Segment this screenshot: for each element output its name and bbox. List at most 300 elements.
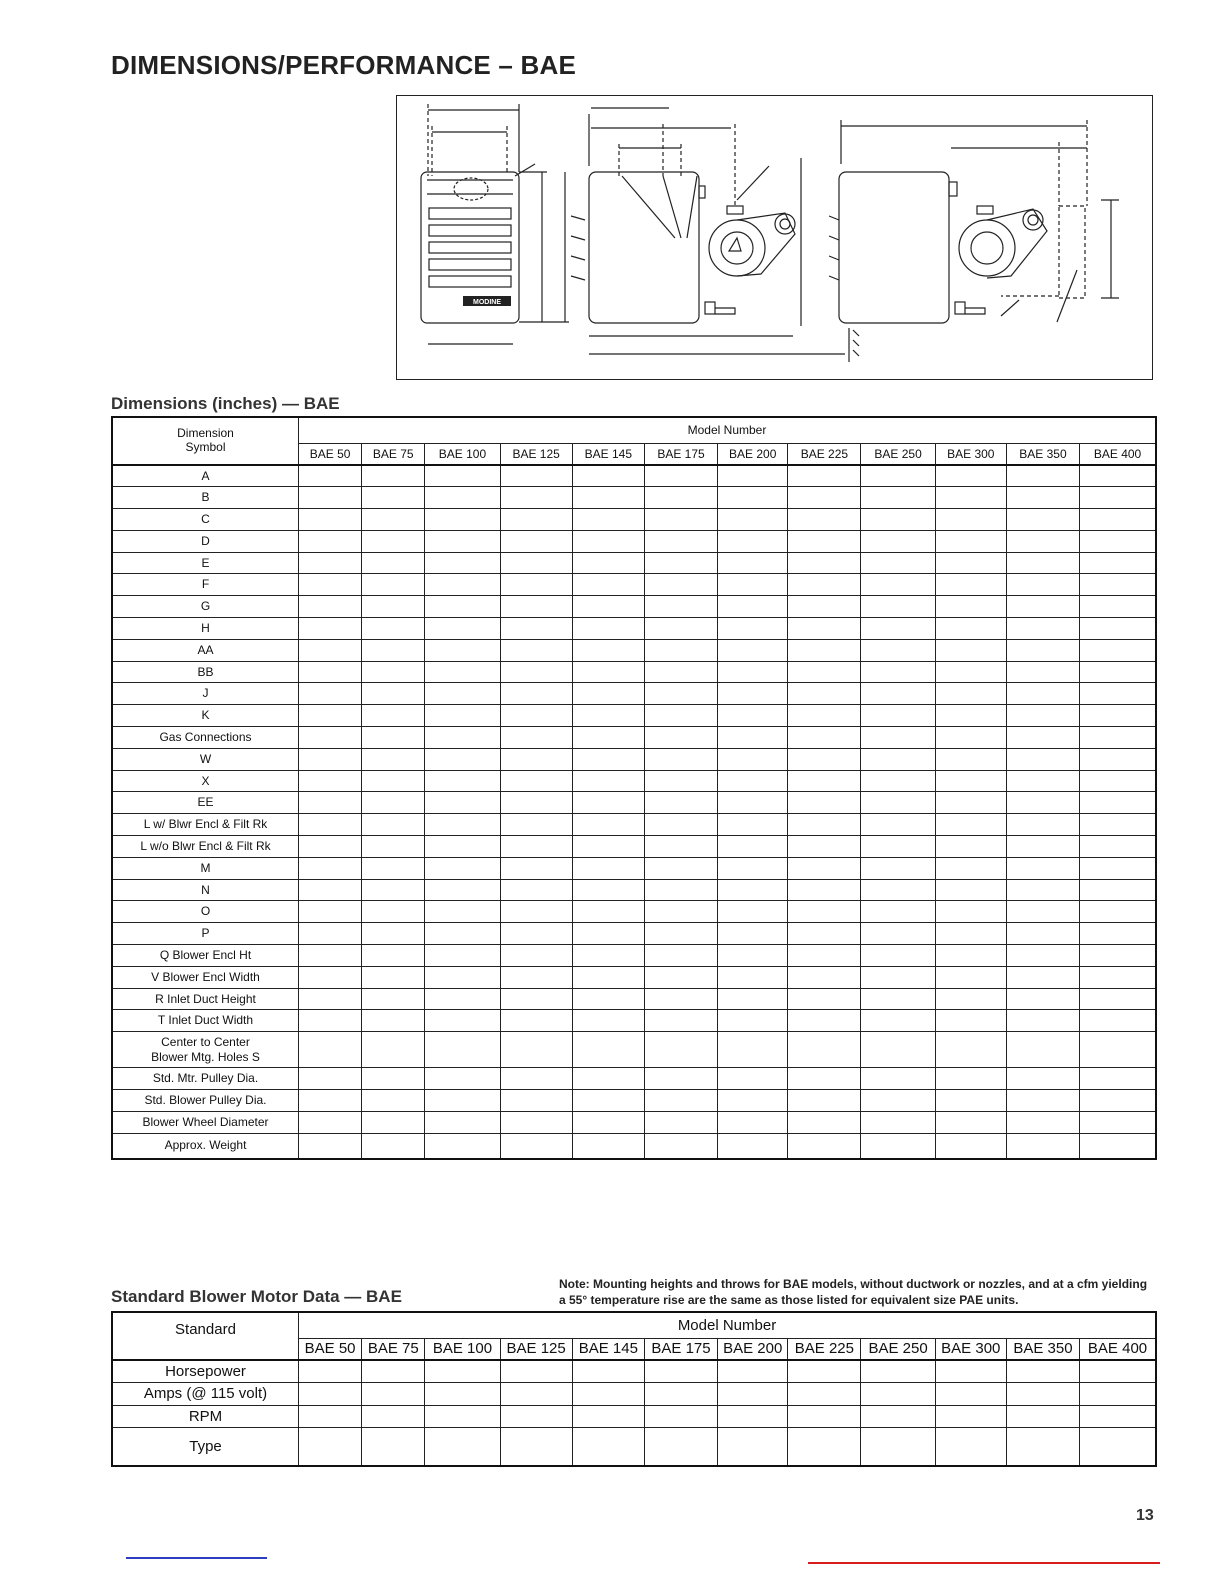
value-cell bbox=[425, 901, 500, 923]
value-cell bbox=[861, 792, 935, 814]
value-cell bbox=[299, 661, 362, 683]
value-cell bbox=[644, 683, 717, 705]
value-cell bbox=[362, 923, 425, 945]
value-cell bbox=[718, 683, 788, 705]
value-cell bbox=[572, 1360, 644, 1383]
value-cell bbox=[425, 639, 500, 661]
value-cell bbox=[500, 836, 572, 858]
value-cell bbox=[1080, 748, 1156, 770]
value-cell bbox=[935, 705, 1006, 727]
row-label-cell: Q Blower Encl Ht bbox=[112, 945, 299, 967]
value-cell bbox=[500, 1032, 572, 1068]
value-cell bbox=[718, 1133, 788, 1159]
value-cell bbox=[362, 966, 425, 988]
rear-view-cabinet bbox=[839, 172, 949, 323]
model-header-cell: BAE 145 bbox=[572, 443, 644, 465]
value-cell bbox=[425, 1133, 500, 1159]
value-cell bbox=[644, 639, 717, 661]
model-header-cell: BAE 200 bbox=[718, 443, 788, 465]
value-cell bbox=[718, 966, 788, 988]
value-cell bbox=[500, 923, 572, 945]
value-cell bbox=[935, 988, 1006, 1010]
value-cell bbox=[425, 574, 500, 596]
value-cell bbox=[572, 596, 644, 618]
value-cell bbox=[1006, 530, 1079, 552]
value-cell bbox=[1080, 683, 1156, 705]
header-cell-symbol: Standard bbox=[112, 1312, 299, 1360]
value-cell bbox=[572, 552, 644, 574]
value-cell bbox=[861, 814, 935, 836]
table-row bbox=[112, 1405, 1156, 1428]
value-cell bbox=[718, 814, 788, 836]
value-cell bbox=[935, 530, 1006, 552]
value-cell bbox=[644, 1111, 717, 1133]
value-cell bbox=[788, 530, 861, 552]
value-cell bbox=[425, 509, 500, 531]
table-row bbox=[112, 1111, 1156, 1133]
value-cell bbox=[362, 727, 425, 749]
value-cell bbox=[500, 748, 572, 770]
value-cell bbox=[425, 748, 500, 770]
value-cell bbox=[788, 574, 861, 596]
value-cell bbox=[362, 770, 425, 792]
value-cell bbox=[362, 1428, 425, 1466]
value-cell bbox=[425, 487, 500, 509]
value-cell bbox=[788, 727, 861, 749]
value-cell bbox=[788, 705, 861, 727]
value-cell bbox=[861, 923, 935, 945]
row-label-cell: M bbox=[112, 857, 299, 879]
table-row bbox=[112, 966, 1156, 988]
value-cell bbox=[299, 1111, 362, 1133]
value-cell bbox=[572, 1032, 644, 1068]
value-cell bbox=[644, 1405, 717, 1428]
value-cell bbox=[362, 596, 425, 618]
value-cell bbox=[500, 966, 572, 988]
value-cell bbox=[788, 509, 861, 531]
row-label-cell: N bbox=[112, 879, 299, 901]
value-cell bbox=[861, 879, 935, 901]
value-cell bbox=[1080, 901, 1156, 923]
value-cell bbox=[861, 1360, 935, 1383]
value-cell bbox=[362, 945, 425, 967]
row-label-cell: C bbox=[112, 509, 299, 531]
value-cell bbox=[1080, 836, 1156, 858]
value-cell bbox=[788, 792, 861, 814]
value-cell bbox=[788, 661, 861, 683]
value-cell bbox=[861, 901, 935, 923]
value-cell bbox=[644, 945, 717, 967]
value-cell bbox=[299, 748, 362, 770]
value-cell bbox=[425, 792, 500, 814]
value-cell bbox=[362, 574, 425, 596]
value-cell bbox=[425, 618, 500, 640]
value-cell bbox=[572, 879, 644, 901]
value-cell bbox=[500, 596, 572, 618]
value-cell bbox=[861, 966, 935, 988]
table-row bbox=[112, 509, 1156, 531]
value-cell bbox=[1006, 705, 1079, 727]
value-cell bbox=[644, 1010, 717, 1032]
table-row bbox=[112, 901, 1156, 923]
value-cell bbox=[861, 1068, 935, 1090]
value-cell bbox=[935, 1428, 1006, 1466]
value-cell bbox=[788, 1133, 861, 1159]
value-cell bbox=[935, 487, 1006, 509]
table-row bbox=[112, 487, 1156, 509]
row-label-cell: O bbox=[112, 901, 299, 923]
value-cell bbox=[500, 901, 572, 923]
model-header-cell: BAE 300 bbox=[935, 443, 1006, 465]
row-label-cell: B bbox=[112, 487, 299, 509]
value-cell bbox=[299, 727, 362, 749]
value-cell bbox=[935, 923, 1006, 945]
value-cell bbox=[500, 487, 572, 509]
value-cell bbox=[572, 530, 644, 552]
row-label-cell: V Blower Encl Width bbox=[112, 966, 299, 988]
value-cell bbox=[644, 879, 717, 901]
table-row bbox=[112, 661, 1156, 683]
value-cell bbox=[644, 618, 717, 640]
value-cell bbox=[572, 661, 644, 683]
value-cell bbox=[572, 1010, 644, 1032]
diagram-drawing bbox=[397, 96, 1154, 381]
header-model-number: Model Number bbox=[299, 1312, 1157, 1338]
value-cell bbox=[788, 1032, 861, 1068]
value-cell bbox=[718, 1360, 788, 1383]
value-cell bbox=[1006, 1360, 1079, 1383]
value-cell bbox=[425, 945, 500, 967]
value-cell bbox=[425, 988, 500, 1010]
value-cell bbox=[861, 574, 935, 596]
value-cell bbox=[1080, 879, 1156, 901]
value-cell bbox=[644, 596, 717, 618]
value-cell bbox=[299, 1032, 362, 1068]
value-cell bbox=[1006, 661, 1079, 683]
value-cell bbox=[572, 901, 644, 923]
value-cell bbox=[718, 552, 788, 574]
value-cell bbox=[1006, 1405, 1079, 1428]
value-cell bbox=[362, 1383, 425, 1406]
value-cell bbox=[299, 465, 362, 487]
value-cell bbox=[1006, 814, 1079, 836]
value-cell bbox=[788, 748, 861, 770]
value-cell bbox=[935, 1111, 1006, 1133]
value-cell bbox=[1006, 1133, 1079, 1159]
value-cell bbox=[1006, 1428, 1079, 1466]
value-cell bbox=[644, 1383, 717, 1406]
value-cell bbox=[572, 1068, 644, 1090]
value-cell bbox=[861, 988, 935, 1010]
value-cell bbox=[935, 857, 1006, 879]
value-cell bbox=[935, 1360, 1006, 1383]
value-cell bbox=[299, 792, 362, 814]
value-cell bbox=[572, 618, 644, 640]
value-cell bbox=[425, 857, 500, 879]
value-cell bbox=[500, 1428, 572, 1466]
value-cell bbox=[500, 552, 572, 574]
value-cell bbox=[1080, 1360, 1156, 1383]
value-cell bbox=[718, 509, 788, 531]
value-cell bbox=[362, 1010, 425, 1032]
value-cell bbox=[718, 574, 788, 596]
page-number: 13 bbox=[1136, 1507, 1154, 1524]
value-cell bbox=[500, 683, 572, 705]
value-cell bbox=[861, 530, 935, 552]
value-cell bbox=[1080, 530, 1156, 552]
value-cell bbox=[935, 1010, 1006, 1032]
value-cell bbox=[1006, 857, 1079, 879]
value-cell bbox=[644, 988, 717, 1010]
row-label-cell: Approx. Weight bbox=[112, 1133, 299, 1159]
value-cell bbox=[1006, 923, 1079, 945]
dimensions-heading: Dimensions (inches) — BAE bbox=[111, 394, 340, 413]
value-cell bbox=[718, 945, 788, 967]
value-cell bbox=[572, 923, 644, 945]
value-cell bbox=[861, 552, 935, 574]
value-cell bbox=[299, 945, 362, 967]
value-cell bbox=[362, 530, 425, 552]
value-cell bbox=[644, 661, 717, 683]
value-cell bbox=[362, 465, 425, 487]
table-row bbox=[112, 727, 1156, 749]
value-cell bbox=[935, 683, 1006, 705]
value-cell bbox=[788, 639, 861, 661]
value-cell bbox=[718, 901, 788, 923]
value-cell bbox=[718, 661, 788, 683]
row-label-cell: X bbox=[112, 770, 299, 792]
value-cell bbox=[718, 988, 788, 1010]
value-cell bbox=[644, 465, 717, 487]
value-cell bbox=[1006, 945, 1079, 967]
value-cell bbox=[861, 727, 935, 749]
model-header-cell: BAE 200 bbox=[718, 1338, 788, 1360]
value-cell bbox=[935, 1383, 1006, 1406]
value-cell bbox=[500, 618, 572, 640]
value-cell bbox=[718, 618, 788, 640]
value-cell bbox=[1006, 574, 1079, 596]
value-cell bbox=[1006, 1090, 1079, 1112]
row-label-cell: T Inlet Duct Width bbox=[112, 1010, 299, 1032]
value-cell bbox=[718, 487, 788, 509]
value-cell bbox=[362, 487, 425, 509]
value-cell bbox=[299, 574, 362, 596]
value-cell bbox=[299, 879, 362, 901]
value-cell bbox=[1006, 509, 1079, 531]
model-header-cell: BAE 400 bbox=[1080, 1338, 1156, 1360]
value-cell bbox=[861, 705, 935, 727]
value-cell bbox=[718, 1428, 788, 1466]
value-cell bbox=[572, 945, 644, 967]
value-cell bbox=[935, 1032, 1006, 1068]
value-cell bbox=[644, 1360, 717, 1383]
value-cell bbox=[299, 814, 362, 836]
value-cell bbox=[644, 1428, 717, 1466]
value-cell bbox=[299, 618, 362, 640]
model-header-cell: BAE 50 bbox=[299, 1338, 362, 1360]
value-cell bbox=[1080, 923, 1156, 945]
value-cell bbox=[362, 901, 425, 923]
value-cell bbox=[500, 639, 572, 661]
value-cell bbox=[861, 639, 935, 661]
value-cell bbox=[644, 923, 717, 945]
value-cell bbox=[935, 509, 1006, 531]
value-cell bbox=[299, 770, 362, 792]
value-cell bbox=[1080, 661, 1156, 683]
table-row bbox=[112, 814, 1156, 836]
value-cell bbox=[362, 879, 425, 901]
value-cell bbox=[362, 988, 425, 1010]
value-cell bbox=[1080, 1032, 1156, 1068]
value-cell bbox=[788, 1090, 861, 1112]
value-cell bbox=[935, 552, 1006, 574]
value-cell bbox=[861, 509, 935, 531]
value-cell bbox=[935, 879, 1006, 901]
value-cell bbox=[500, 879, 572, 901]
value-cell bbox=[788, 1068, 861, 1090]
value-cell bbox=[788, 465, 861, 487]
model-header-cell: BAE 75 bbox=[362, 1338, 425, 1360]
value-cell bbox=[644, 1133, 717, 1159]
value-cell bbox=[1080, 988, 1156, 1010]
value-cell bbox=[935, 966, 1006, 988]
value-cell bbox=[1006, 552, 1079, 574]
value-cell bbox=[425, 836, 500, 858]
model-header-cell: BAE 225 bbox=[788, 443, 861, 465]
value-cell bbox=[861, 661, 935, 683]
value-cell bbox=[572, 966, 644, 988]
row-label-cell: G bbox=[112, 596, 299, 618]
row-label-cell: R Inlet Duct Height bbox=[112, 988, 299, 1010]
value-cell bbox=[935, 770, 1006, 792]
value-cell bbox=[1080, 1111, 1156, 1133]
value-cell bbox=[935, 1133, 1006, 1159]
value-cell bbox=[362, 792, 425, 814]
value-cell bbox=[572, 836, 644, 858]
value-cell bbox=[299, 836, 362, 858]
value-cell bbox=[1080, 1010, 1156, 1032]
value-cell bbox=[861, 836, 935, 858]
value-cell bbox=[362, 814, 425, 836]
value-cell bbox=[500, 857, 572, 879]
value-cell bbox=[718, 1111, 788, 1133]
table-row bbox=[112, 574, 1156, 596]
value-cell bbox=[644, 552, 717, 574]
value-cell bbox=[425, 683, 500, 705]
value-cell bbox=[718, 836, 788, 858]
value-cell bbox=[299, 1383, 362, 1406]
value-cell bbox=[861, 770, 935, 792]
value-cell bbox=[788, 770, 861, 792]
value-cell bbox=[788, 552, 861, 574]
model-header-cell: BAE 350 bbox=[1006, 1338, 1079, 1360]
value-cell bbox=[1006, 618, 1079, 640]
table-row bbox=[112, 596, 1156, 618]
value-cell bbox=[935, 618, 1006, 640]
modine-logo-text: MODINE bbox=[473, 299, 501, 306]
model-header-cell: BAE 145 bbox=[572, 1338, 644, 1360]
table-row bbox=[112, 618, 1156, 640]
value-cell bbox=[718, 1383, 788, 1406]
row-label-cell: W bbox=[112, 748, 299, 770]
value-cell bbox=[500, 988, 572, 1010]
row-label-cell: Gas Connections bbox=[112, 727, 299, 749]
footer-blue-rule bbox=[126, 1557, 267, 1559]
value-cell bbox=[362, 683, 425, 705]
value-cell bbox=[1080, 1405, 1156, 1428]
value-cell bbox=[1080, 1428, 1156, 1466]
value-cell bbox=[861, 465, 935, 487]
value-cell bbox=[362, 857, 425, 879]
table-row bbox=[112, 465, 1156, 487]
value-cell bbox=[644, 748, 717, 770]
value-cell bbox=[861, 1428, 935, 1466]
header-model-number: Model Number bbox=[299, 417, 1157, 443]
value-cell bbox=[572, 857, 644, 879]
value-cell bbox=[299, 509, 362, 531]
value-cell bbox=[500, 727, 572, 749]
value-cell bbox=[644, 574, 717, 596]
table-row bbox=[112, 770, 1156, 792]
value-cell bbox=[788, 945, 861, 967]
table-row bbox=[112, 945, 1156, 967]
value-cell bbox=[1006, 487, 1079, 509]
mounting-note: Note: Mounting heights and throws for BAE models, without ductwork or nozzles, and at a cfm yielding a 55° temperature rise are the same as those listed for equivalent size PAE units. bbox=[559, 1277, 1148, 1307]
value-cell bbox=[572, 1111, 644, 1133]
table-row bbox=[112, 1068, 1156, 1090]
value-cell bbox=[299, 1090, 362, 1112]
value-cell bbox=[572, 988, 644, 1010]
value-cell bbox=[1006, 639, 1079, 661]
value-cell bbox=[788, 836, 861, 858]
table-row bbox=[112, 1090, 1156, 1112]
value-cell bbox=[788, 1405, 861, 1428]
value-cell bbox=[500, 465, 572, 487]
value-cell bbox=[299, 487, 362, 509]
value-cell bbox=[1006, 465, 1079, 487]
value-cell bbox=[500, 1360, 572, 1383]
footer-red-rule bbox=[808, 1562, 1160, 1564]
value-cell bbox=[572, 574, 644, 596]
value-cell bbox=[500, 1010, 572, 1032]
value-cell bbox=[425, 1010, 500, 1032]
value-cell bbox=[500, 530, 572, 552]
value-cell bbox=[788, 618, 861, 640]
value-cell bbox=[362, 552, 425, 574]
value-cell bbox=[572, 770, 644, 792]
value-cell bbox=[299, 1428, 362, 1466]
table-row bbox=[112, 1383, 1156, 1406]
value-cell bbox=[935, 901, 1006, 923]
value-cell bbox=[299, 1405, 362, 1428]
value-cell bbox=[935, 574, 1006, 596]
value-cell bbox=[861, 1010, 935, 1032]
value-cell bbox=[425, 1032, 500, 1068]
value-cell bbox=[788, 879, 861, 901]
value-cell bbox=[644, 770, 717, 792]
value-cell bbox=[299, 552, 362, 574]
value-cell bbox=[644, 727, 717, 749]
table-row bbox=[112, 1010, 1156, 1032]
value-cell bbox=[425, 770, 500, 792]
value-cell bbox=[572, 727, 644, 749]
row-label-cell: P bbox=[112, 923, 299, 945]
value-cell bbox=[861, 596, 935, 618]
value-cell bbox=[644, 705, 717, 727]
table-row bbox=[112, 705, 1156, 727]
value-cell bbox=[861, 1032, 935, 1068]
value-cell bbox=[644, 509, 717, 531]
